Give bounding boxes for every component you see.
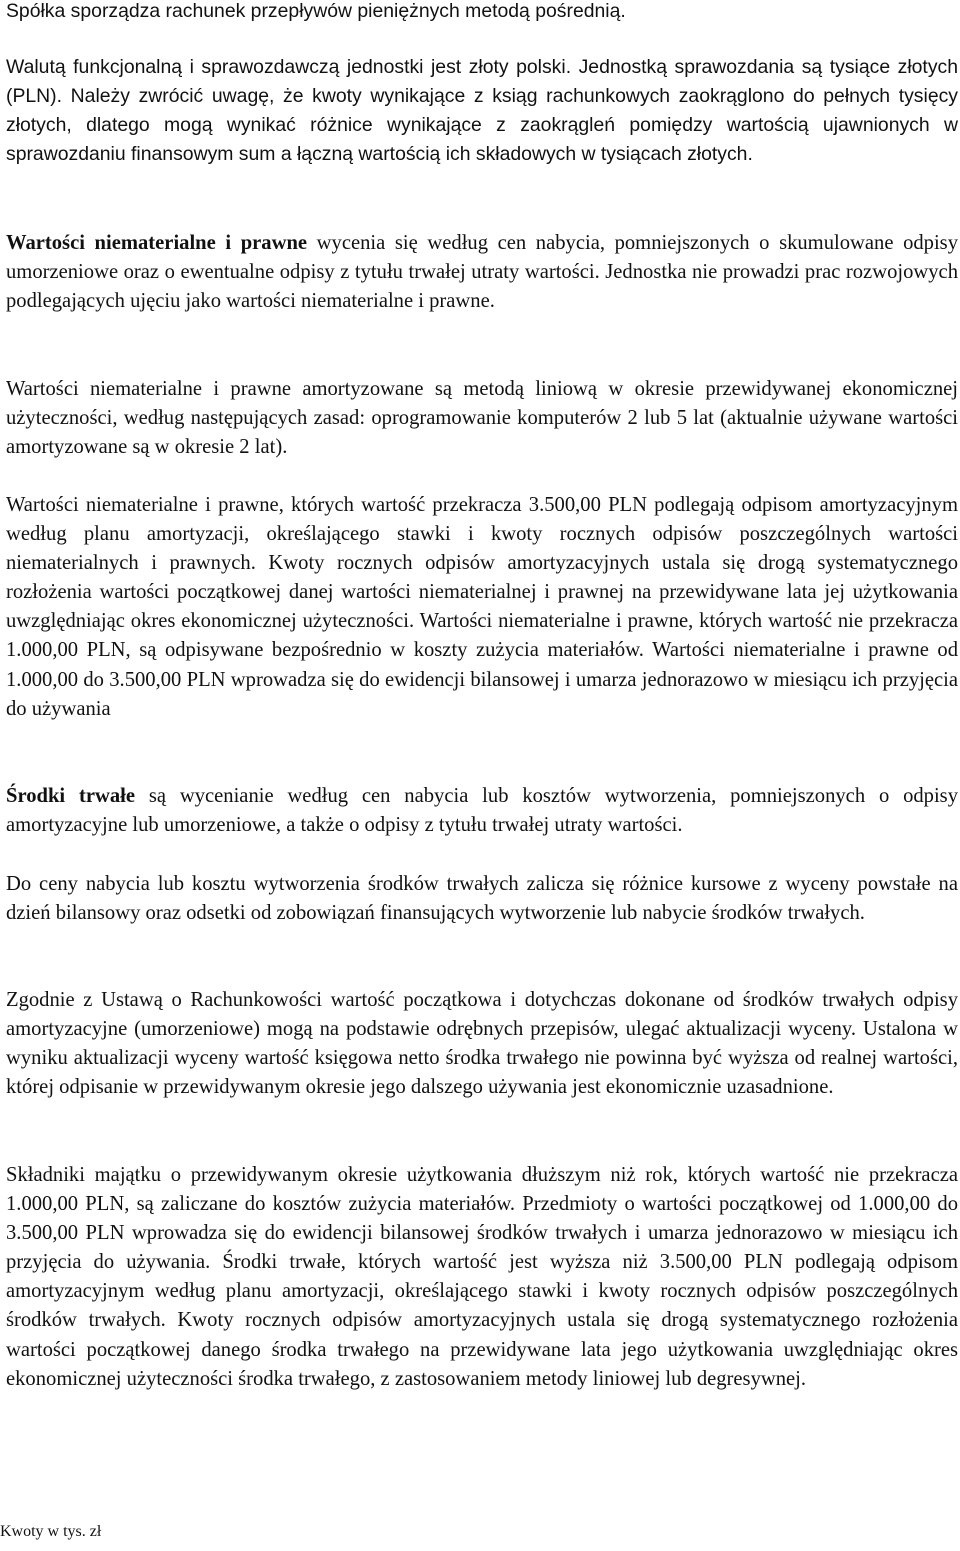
intangibles-valuation-text: wycenia się według cen nabycia, pomniejszonych o skumulowane odpisy umorzeniowe oraz o ewentualne odpisy z tytułu trwałej utraty wartości. Jednostka nie prowadzi prac rozwojowych podlegających ujęciu jako wartości niematerialne i prawne. bbox=[6, 232, 958, 313]
fixed-assets-heading: Środki trwałe bbox=[6, 785, 136, 807]
fixed-assets-cost-paragraph: Do ceny nabycia lub kosztu wytworzenia środków trwałych zalicza się różnice kursowe z wyceny powstałe na dzień bilansowy oraz odsetki od zobowiązań finansujących wytworzenie lub nabycie środków trwałych. bbox=[6, 873, 958, 925]
fixed-assets-valuation-paragraph bbox=[6, 782, 958, 840]
fixed-assets-valuation-text: są wycenianie według cen nabycia lub kosztów wytworzenia, pomniejszonych o odpisy amortyzacyjne lub umorzeniowe, a także o odpisy z tytułu trwałej utraty wartości. bbox=[6, 785, 958, 837]
intangibles-threshold-paragraph: Wartości niematerialne i prawne, których wartość przekracza 3.500,00 PLN podlegają odpisom amortyzacyjnym według planu amortyzacji, określającego stawki i kwoty rocznych odpisów poszczególnych wartości niematerialnych i prawnych. Kwoty rocznych odpisów amortyzacyjnych ustala się drogą systematycznego rozłożenia wartości początkowej danej wartości niematerialnej i prawnej na przewidywane lata jej użytkowania uwzględniając okres ekonomicznej użyteczności. Wartości niematerialne i prawne, których wartość nie przekracza 1.000,00 PLN, są odpisywane bezpośrednio w koszty zużycia materiałów. Wartości niematerialne i prawne od 1.000,00 do 3.500,00 PLN wprowadza się do ewidencji bilansowej i umarza jednorazowo w miesiącu ich przyjęcia do używania bbox=[6, 494, 958, 720]
intangibles-valuation-paragraph bbox=[6, 229, 958, 316]
intangibles-heading: Wartości niematerialne i prawne bbox=[6, 232, 308, 254]
intangibles-amortization-paragraph: Wartości niematerialne i prawne amortyzowane są metodą liniową w okresie przewidywanej ekonomicznej użyteczności, według następujących zasad: oprogramowanie komputerów 2 lub 5 lat (aktualnie używane wartości amortyzowane są w okresie 2 lat). bbox=[6, 378, 958, 459]
amounts-unit-note: Kwoty w tys. zł bbox=[0, 1523, 102, 1540]
cash-flow-method-paragraph: Spółka sporządza rachunek przepływów pieniężnych metodą pośrednią. bbox=[6, 0, 626, 22]
fixed-assets-revaluation-paragraph: Zgodnie z Ustawą o Rachunkowości wartość początkowa i dotychczas dokonane od środków trwałych odpisy amortyzacyjne (umorzeniowe) mogą na podstawie odrębnych przepisów, ulegać aktualizacji wyceny. Ustalona w wyniku aktualizacji wyceny wartość księgowa netto środka trwałego nie powinna być wyższa od realnej wartości, której odpisanie w przewidywanym okresie jego dalszego używania jest ekonomicznie uzasadnione. bbox=[6, 989, 958, 1099]
functional-currency-paragraph: Walutą funkcjonalną i sprawozdawczą jednostki jest złoty polski. Jednostką sprawozdania są tysiące złotych (PLN). Należy zwrócić uwagę, że kwoty wynikające z ksiąg rachunkowych zaokrąglono do pełnych tysięcy złotych, dlatego mogą wynikać różnice wynikające z zaokrągleń pomiędzy wartością ujawnionych w sprawozdaniu finansowym sum a łączną wartością ich składowych w tysiącach złotych. bbox=[6, 56, 958, 166]
fixed-assets-threshold-paragraph: Składniki majątku o przewidywanym okresie użytkowania dłuższym niż rok, których wartość nie przekracza 1.000,00 PLN, są zaliczane do kosztów zużycia materiałów. Przedmioty o wartości początkowej od 1.000,00 do 3.500,00 PLN wprowadza się do ewidencji bilansowej środków trwałych i umarza jednorazowo w miesiącu ich przyjęcia do używania. Środki trwałe, których wartość jest wyższa niż 3.500,00 PLN podlegają odpisom amortyzacyjnym według planu amortyzacji, określającego stawki i kwoty rocznych odpisów poszczególnych środków trwałych. Kwoty rocznych odpisów amortyzacyjnych ustala się drogą systematycznego rozłożenia wartości początkowej danego środka trwałego na przewidywane lata jego użytkowania uwzględniając okres ekonomicznej użyteczności środka trwałego, z zastosowaniem metody liniowej lub degresywnej. bbox=[6, 1164, 958, 1390]
